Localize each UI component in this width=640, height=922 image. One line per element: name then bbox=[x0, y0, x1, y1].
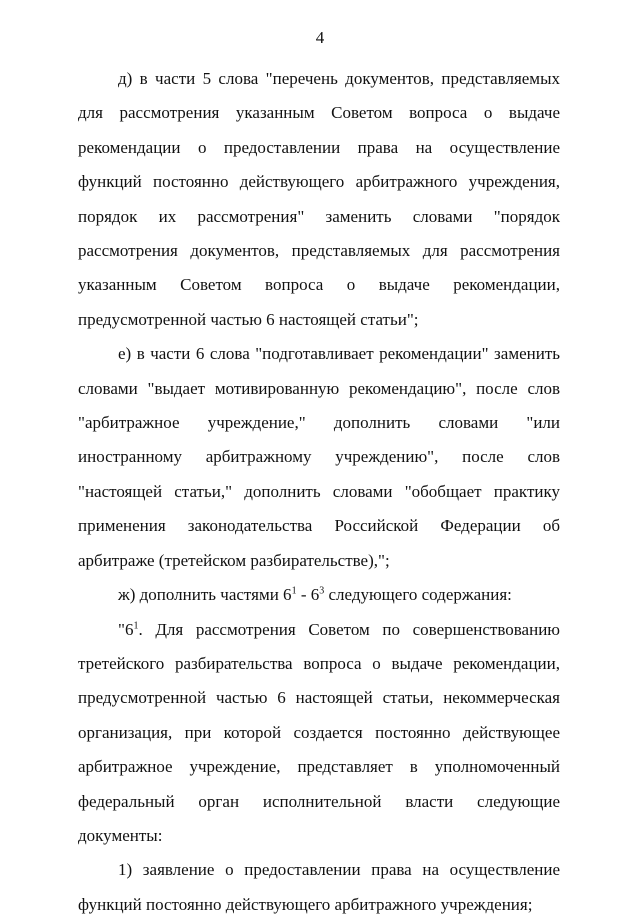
paragraph-six-one-text: . Для рассмотрения Советом по совершенствованию третейского разбирательства вопроса о выдаче рекомендации, предусмотренной частью 6 настоящей статьи, некоммерческая организация, при которой создается постоянно действующее арбитражное учреждение, представляет в уполномоченный федеральный орган исполнительной власти следующие документы: bbox=[78, 619, 560, 845]
superscript-1: 1 bbox=[291, 585, 297, 597]
paragraph-six-one bbox=[78, 613, 560, 854]
paragraph-e: е) в части 6 слова "подготавливает рекомендации" заменить словами "выдает мотивированную рекомендацию", после слов "арбитражное учреждение," дополнить словами "или иностранному арбитражному учреждению", после слов "настоящей статьи," дополнить словами "обобщает практику применения законодательства Российской Федерации об арбитраже (третейском разбирательстве),"; bbox=[78, 344, 560, 570]
superscript-six-one: 1 bbox=[133, 619, 139, 631]
paragraph-d: д) в части 5 слова "перечень документов, представляемых для рассмотрения указанным Советом вопроса о выдаче рекомендации о предоставлении права на осуществление функций постоянно действующего арбитражного учреждения, порядок их рассмотрения" заменить словами "порядок рассмотрения документов, представляемых для рассмотрения указанным Советом вопроса о выдаче рекомендации, предусмотренной частью 6 настоящей статьи"; bbox=[78, 69, 560, 329]
page-number: 4 bbox=[315, 28, 325, 47]
paragraph-zh-suffix: следующего содержания: bbox=[324, 585, 512, 605]
paragraph-zh-prefix: ж) дополнить частями 6 bbox=[118, 585, 292, 605]
list-item-1: 1) заявление о предоставлении права на осуществление функций постоянно действующего арбитражного учреждения; bbox=[78, 860, 560, 914]
paragraph-zh bbox=[78, 578, 560, 612]
document-body bbox=[78, 62, 560, 922]
superscript-3: 3 bbox=[319, 585, 325, 597]
paragraph-zh-dash: - 6 bbox=[296, 585, 320, 605]
paragraph-six-one-prefix: "6 bbox=[118, 619, 134, 639]
